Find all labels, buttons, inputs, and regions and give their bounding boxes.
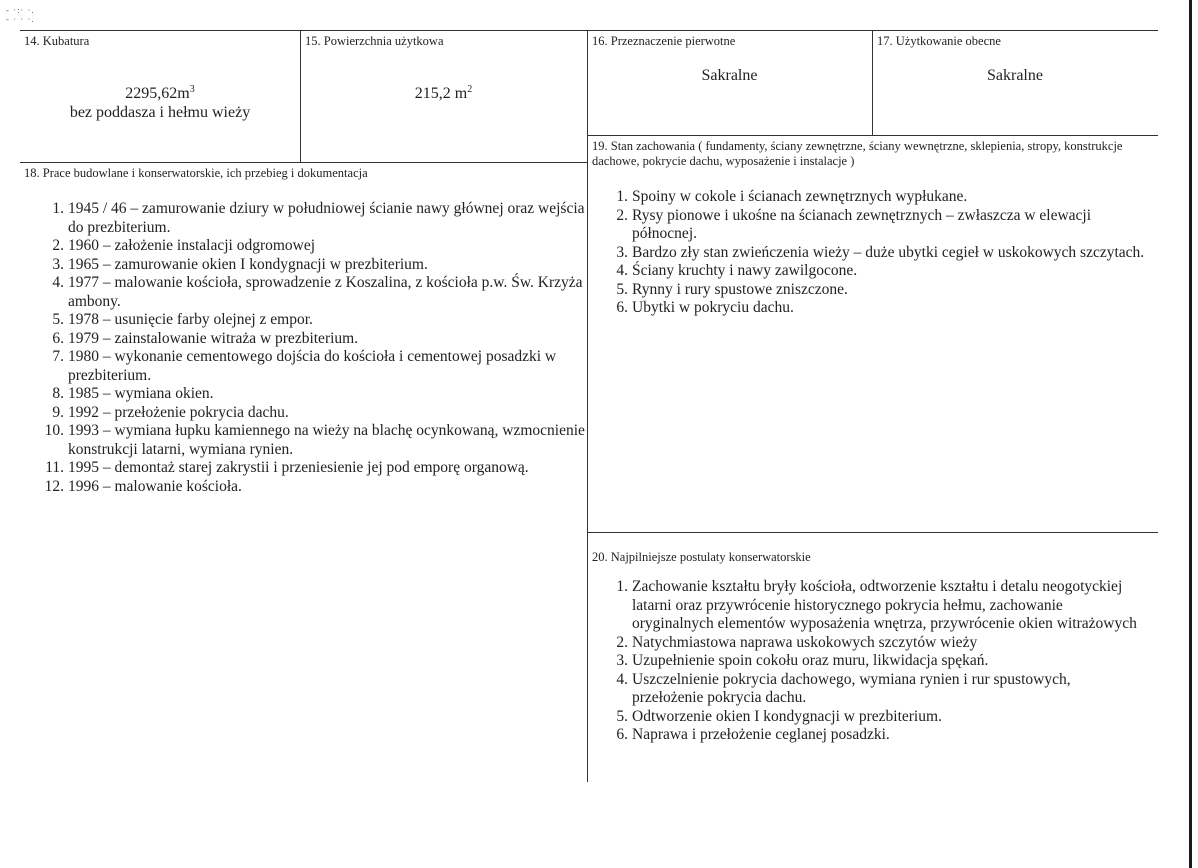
list-item: 1. 1945 / 46 – zamurowanie dziury w południowej ścianie nawy głównej oraz wejścia do prezbiterium. <box>52 200 585 236</box>
field-15-label: 15. Powierzchnia użytkowa <box>305 34 444 48</box>
list-item: 3. Uzupełnienie spoin cokołu oraz muru, likwidacja spękań. <box>616 652 989 669</box>
field-17-label: 17. Użytkowanie obecne <box>877 34 1001 48</box>
list-item: 9. 1992 – przełożenie pokrycia dachu. <box>52 403 289 421</box>
field-14-note: bez poddasza i hełmu wieży <box>69 104 251 121</box>
field-15-unit-exponent: 2 <box>467 84 473 95</box>
list-item: 8. 1985 – wymiana okien. <box>52 385 214 402</box>
list-item: 5. 1978 – usunięcie farby olejnej z empor. <box>52 311 313 328</box>
field-18-list <box>38 200 598 496</box>
field-16-value: Sakralne <box>701 67 758 84</box>
list-item: 6. Naprawa i przełożenie ceglanej posadzki. <box>616 726 890 743</box>
field-14-number: 2295,62m <box>125 85 190 102</box>
list-item: 11. 1995 – demontaż starej zakrystii i przeniesienie jej pod emporę organową. <box>45 459 529 476</box>
list-item: 1. Zachowanie kształtu bryły kościoła, odtworzenie kształtu i detalu neogotyckiej latarni oraz przywrócenie historycznego pokrycia hełmu, zachowanie oryginalnych elementów wyposażenia wnętrza, przywrócenie okien witrażowych <box>616 578 1137 632</box>
list-item: 7. 1980 – wykonanie cementowego dojścia do kościoła i cementowej posadzki w prezbiterium. <box>52 348 557 384</box>
field-19-label: 19. Stan zachowania ( fundamenty, ściany zewnętrzne, ściany wewnętrzne, sklepienia, stropy, konstrukcje dachowe, pokrycie dachu, wyposażenie i instalacje ) <box>592 139 1123 168</box>
divider-top-18 <box>20 162 587 163</box>
list-item: 5. Rynny i rury spustowe zniszczone. <box>616 280 848 298</box>
field-15-value <box>300 84 587 103</box>
divider-19-20 <box>587 532 1158 533</box>
field-20-label: 20. Najpilniejsze postulaty konserwatorskie <box>592 550 811 564</box>
field-16-label: 16. Przeznaczenie pierwotne <box>592 34 736 48</box>
list-item: 10. 1993 – wymiana łupku kamiennego na wieży na blachę ocynkowaną, wzmocnienie konstrukcji latarni, wymiana rynien. <box>44 422 585 458</box>
field-20-list <box>602 578 1142 745</box>
list-item: 2. Natychmiastowa naprawa uskokowych szczytów wieży <box>616 633 978 651</box>
list-item: 2. Rysy pionowe i ukośne na ścianach zewnętrznych – zwłaszcza w elewacji północnej. <box>616 206 1092 242</box>
field-18-label: 18. Prace budowlane i konserwatorskie, ich przebieg i dokumentacja <box>24 166 368 180</box>
divider-top-19 <box>587 135 1158 136</box>
field-14-label: 14. Kubatura <box>24 34 90 48</box>
page-edge <box>1189 0 1192 868</box>
field-19-list <box>602 188 1150 318</box>
list-item: 1. Spoiny w cokole i ścianach zewnętrznych wypłukane. <box>616 188 968 205</box>
list-item: 4. Uszczelnienie pokrycia dachowego, wymiana rynien i rur spustowych, przełożenie pokrycia dachu. <box>616 670 1071 706</box>
list-item: 6. 1979 – zainstalowanie witraża w prezbiterium. <box>52 329 359 347</box>
list-item: 3. 1965 – zamurowanie okien I kondygnacji w prezbiterium. <box>52 255 428 273</box>
list-item: 6. Ubytki w pokryciu dachu. <box>616 299 794 316</box>
top-border-line <box>20 30 1158 31</box>
list-item: 2. 1960 – założenie instalacji odgromowej <box>52 237 316 254</box>
field-14-unit-exponent: 3 <box>189 84 195 95</box>
scan-artifact-mark: - ·:· ·. - · · ·. <box>6 6 35 24</box>
list-item: 3. Bardzo zły stan zwieńczenia wieży – duże ubytki cegieł w uskokowych szczytach. <box>616 243 1145 261</box>
list-item: 5. Odtworzenie okien I kondygnacji w prezbiterium. <box>616 707 942 725</box>
list-item: 4. Ściany kruchty i nawy zawilgocone. <box>616 262 858 279</box>
field-14-value <box>20 84 300 122</box>
list-item: 12. 1996 – malowanie kościoła. <box>44 477 242 495</box>
list-item: 4. 1977 – malowanie kościoła, sprowadzenie z Koszalina, z kościoła p.w. Św. Krzyża ambony. <box>52 274 583 310</box>
field-17-value: Sakralne <box>987 67 1043 84</box>
field-15-number: 215,2 m <box>414 85 468 102</box>
